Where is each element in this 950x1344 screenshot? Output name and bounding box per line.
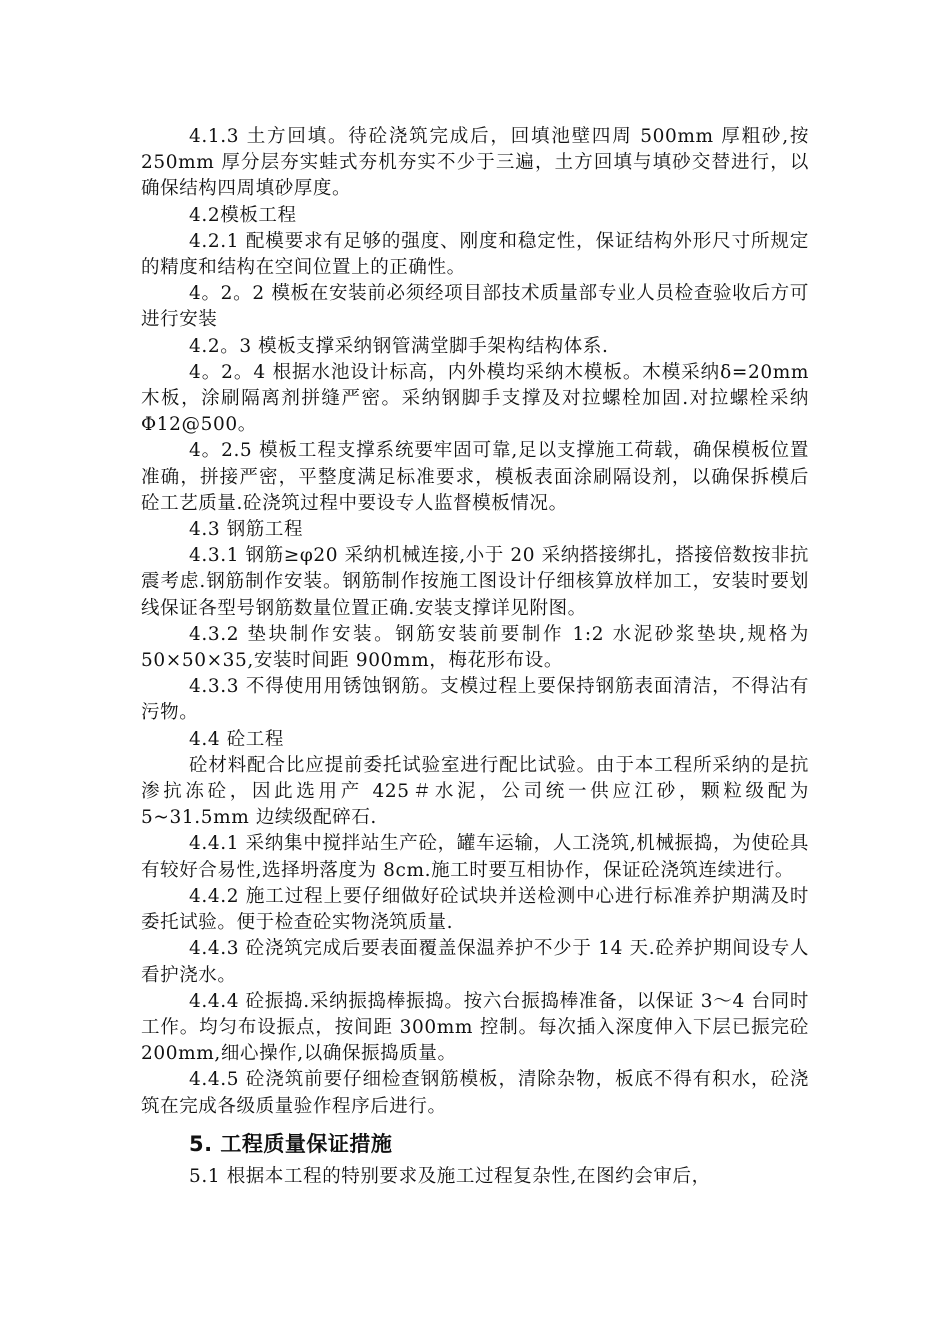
heading-4-4: 4.4 砼工程 xyxy=(189,728,285,750)
paragraph-5-1: 5.1 根据本工程的特别要求及施工过程复杂性,在图约会审后， xyxy=(189,1165,711,1187)
heading-4-2: 4.2模板工程 xyxy=(189,204,297,226)
paragraph-4-3-1: 4.3.1 钢筋≥φ20 采纳机械连接,小于 20 采纳搭接绑扎，搭接倍数按非抗震考虑.钢筋制作安装。钢筋制作按施工图设计仔细核算放样加工，安装时要划线保证各型号钢筋数量位置正确.安装支撑详见附图。 xyxy=(141,545,810,619)
paragraph-4-4-2: 4.4.2 施工过程上要仔细做好砼试块并送检测中心进行标准养护期满及时委托试验。便于检查砼实物浇筑质量. xyxy=(141,885,809,934)
paragraph-4-4-5: 4.4.5 砼浇筑前要仔细检查钢筋模板，清除杂物，板底不得有积水，砼浇筑在完成各级质量验作程序后进行。 xyxy=(141,1069,809,1117)
section-heading-5: 5. 工程质量保证措施 xyxy=(189,1131,393,1156)
document-body xyxy=(141,124,809,1190)
paragraph-4-4-4: 4.4.4 砼振捣.采纳振捣棒振捣。按六台振捣棒准备，以保证 3～4 台同时工作。均匀布设振点，按间距 300mm 控制。每次插入深度伸入下层已振完砼 200mm,细心操作,以确保振捣质量。 xyxy=(141,990,809,1065)
paragraph-4-4-intro: 砼材料配合比应提前委托试验室进行配比试验。由于本工程所采纳的是抗渗抗冻砼，因此选用产 425＃水泥，公司统一供应江砂，颗粒级配为 5~31.5mm 边续级配碎石. xyxy=(141,754,809,829)
paragraph-4-3-3: 4.3.3 不得使用用锈蚀钢筋。支模过程上要保持钢筋表面清洁，不得沾有污物。 xyxy=(141,676,809,724)
paragraph-4-2-5: 4。2.5 模板工程支撑系统要牢固可靠,足以支撑施工荷载，确保模板位置准确，拼接严密，平整度满足标准要求，模板表面涂刷隔设剂，以确保拆模后砼工艺质量.砼浇筑过程中要设专人监督模板情况。 xyxy=(141,440,809,514)
paragraph-4-2-1: 4.2.1 配模要求有足够的强度、刚度和稳定性，保证结构外形尺寸所规定的精度和结构在空间位置上的正确性。 xyxy=(141,230,809,279)
paragraph-4-1-3: 4.1.3 土方回填。待砼浇筑完成后，回填池壁四周 500mm 厚粗砂,按 250mm 厚分层夯实蛙式夯机夯实不少于三遍，土方回填与填砂交替进行，以确保结构四周填砂厚度。 xyxy=(141,126,809,200)
paragraph-4-2-3: 4.2。3 模板支撑采纳钢管满堂脚手架构结构体系. xyxy=(189,335,609,357)
paragraph-4-4-3: 4.4.3 砼浇筑完成后要表面覆盖保温养护不少于 14 天.砼养护期间设专人看护浇水。 xyxy=(141,938,809,986)
paragraph-4-2-4: 4。2。4 根据水池设计标高，内外模均采纳木模板。木模采纳δ=20mm 木板，涂刷隔离剂拼缝严密。采纳钢脚手支撑及对拉螺栓加固.对拉螺栓采纳 Φ12@500。 xyxy=(141,361,809,436)
paragraph-4-3-2: 4.3.2 垫块制作安装。钢筋安装前要制作 1:2 水泥砂浆垫块,规格为 50×50×35,安装时间距 900mm，梅花形布设。 xyxy=(141,623,809,672)
paragraph-4-4-1: 4.4.1 采纳集中搅拌站生产砼，罐车运输，人工浇筑,机械振捣，为使砼具有较好合易性,选择坍落度为 8cm.施工时要互相协作，保证砼浇筑连续进行。 xyxy=(141,833,809,881)
heading-4-3: 4.3 钢筋工程 xyxy=(189,519,304,541)
paragraph-4-2-2: 4。2。2 模板在安装前必须经项目部技术质量部专业人员检查验收后方可进行安装 xyxy=(141,283,809,331)
